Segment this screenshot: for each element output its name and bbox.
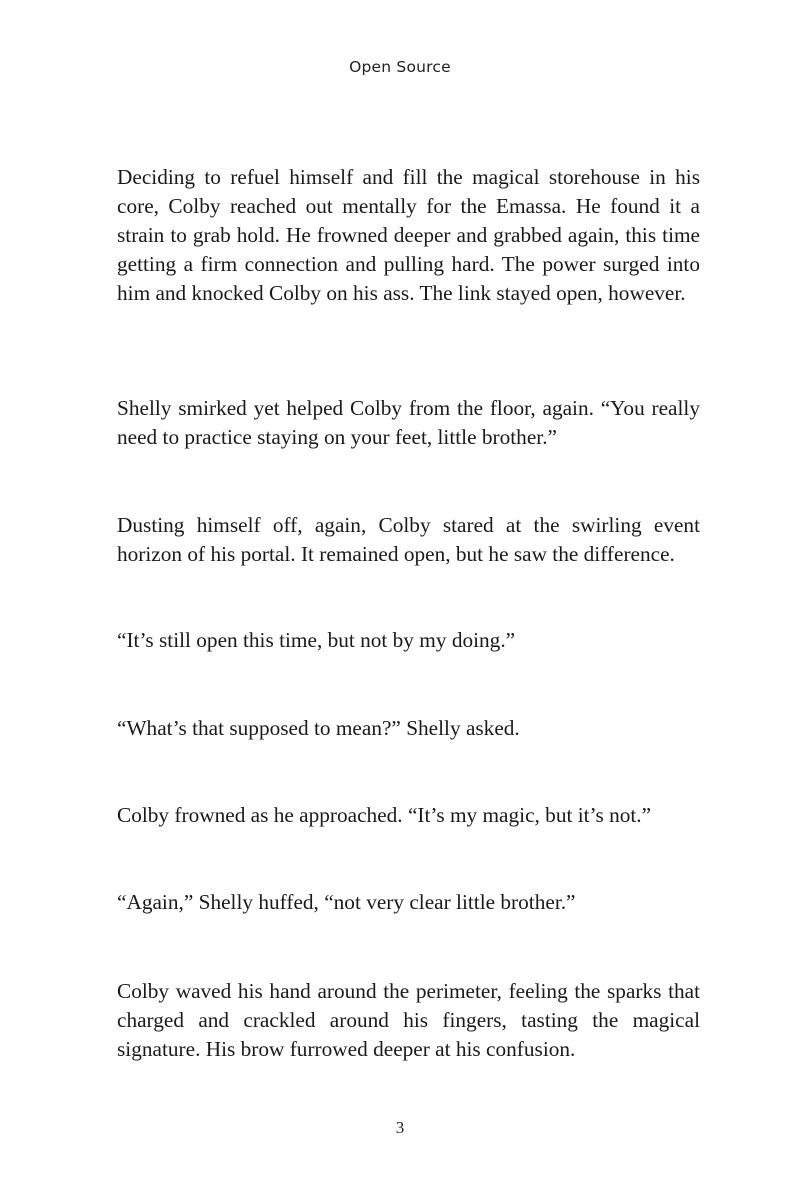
running-header: Open Source: [349, 58, 451, 76]
page-number: 3: [395, 1118, 405, 1137]
paragraph-dusting-off: Dusting himself off, again, Colby stared at the swirling event horizon of his portal. It remained open, but he saw the difference.: [117, 513, 700, 566]
paragraph-my-magic: Colby frowned as he approached. “It’s my magic, but it’s not.”: [117, 803, 652, 827]
paragraph-still-open: “It’s still open this time, but not by my doing.”: [117, 628, 516, 652]
paragraph-supposed-to-mean: “What’s that supposed to mean?” Shelly asked.: [117, 716, 520, 740]
paragraph-shelly-smirked: Shelly smirked yet helped Colby from the floor, again. “You really need to practice staying on your feet, little brother.”: [117, 396, 700, 449]
paragraph-shelly-huffed: “Again,” Shelly huffed, “not very clear little brother.”: [117, 890, 576, 914]
paragraph-perimeter: Colby waved his hand around the perimeter, feeling the sparks that charged and crackled around his fingers, tasting the magical signature. His brow furrowed deeper at his confusion.: [117, 979, 700, 1061]
paragraph-refuel: Deciding to refuel himself and fill the magical storehouse in his core, Colby reached out mentally for the Emassa. He found it a strain to grab hold. He frowned deeper and grabbed again, this time getting a firm connection and pulling hard. The power surged into him and knocked Colby on his ass. The link stayed open, however.: [117, 165, 700, 305]
